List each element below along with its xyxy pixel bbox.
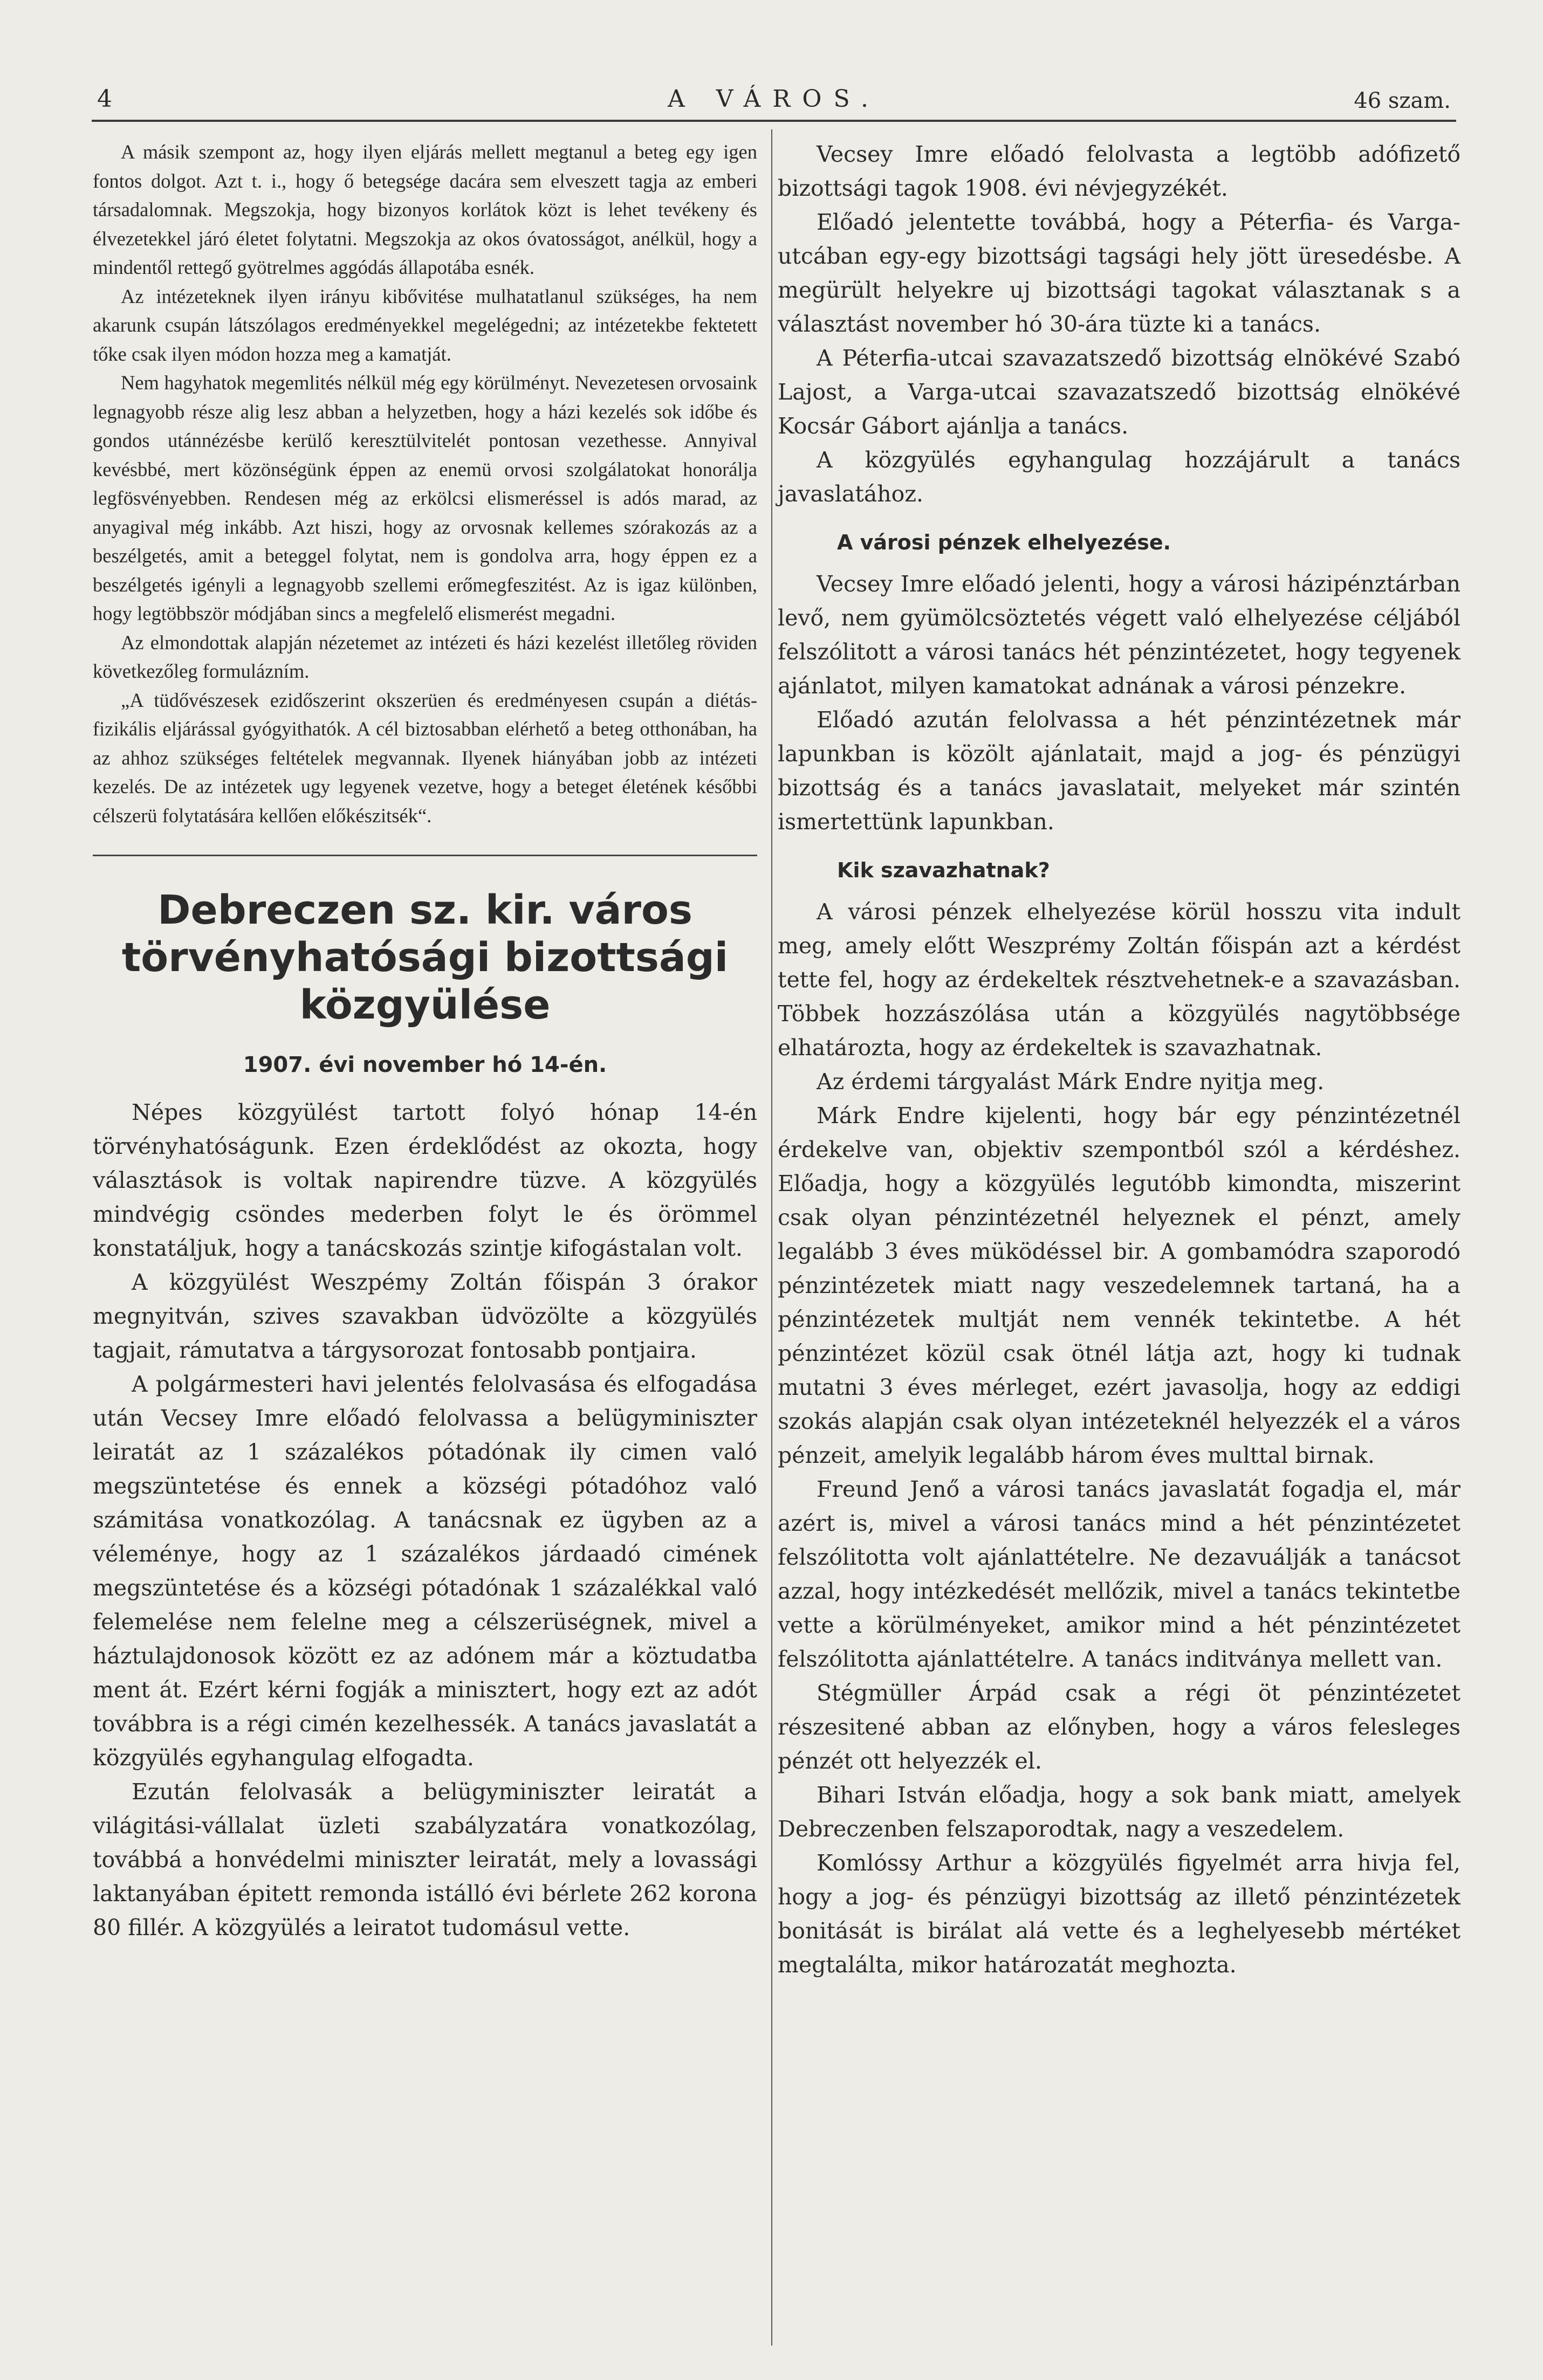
column-divider	[771, 129, 772, 2345]
article-title: Debreczen sz. kir. város törvényhatósági bizottsági közgyülése	[121, 887, 729, 1028]
paragraph: „A tüdővészesek ezidőszerint okszerüen és eredményesen csupán a diétás-fizikális eljárással gyógyithatók. A cél biztosabban elérhető a beteg otthonában, ha az ahhoz szükséges feltételek megvannak. Ilyenek hiányában jobb az intézeti kezelés. De az intézetek ugy legyenek vezetve, hogy a beteget életének későbbi célszerü folytatására kellően előkészitsék“.	[93, 689, 757, 827]
paragraph: Bihari István előadja, hogy a sok bank miatt, amelyek Debreczenben felszaporodtak, nagy a veszedelem.	[778, 1782, 1460, 1842]
paragraph: Az elmondottak alapján nézetemet az intézeti és házi kezelést illetőleg röviden következőleg formulázním.	[93, 631, 757, 682]
section-body	[778, 895, 1460, 1982]
paragraph: Márk Endre kijelenti, hogy bár egy pénzintézetnél érdekelve van, objektiv szempontból szól a kérdéshez. Előadja, hogy a közgyülés legutóbb kimondta, miszerint csak olyan pénzintézetnél helyeznek el pénzt, amely legalább 3 éves müködéssel bir. A gombamódra szaporodó pénzintézetek miatt nagy veszedelemnek tartaná, ha a pénzintézetek multját nem vennék tekintetbe. A hét pénzintézet közül csak ötnél látja azt, hogy ki tudnak mutatni 3 éves mérleget, ezért javasolja, hogy az eddigi szokás alapján csak olyan intézeteknél helyezzék el a város pénzeit, amelyik legalább három éves multtal birnak.	[778, 1103, 1460, 1468]
paragraph: A városi pénzek elhelyezése körül hosszu vita indult meg, amely előtt Weszprémy Zoltán főispán azt a kérdést tette fel, hogy az érdekeltek résztvehetnek-e a szavazásban. Többek hozzászólása után a közgyülés nagytöbbsége elhatározta, hogy az érdekeltek is szavazhatnak.	[778, 899, 1460, 1061]
paragraph: A Péterfia-utcai szavazatszedő bizottság elnökévé Szabó Lajost, a Varga-utcai szavazatszedő bizottság elnökévé Kocsár Gábort ajánlja a tanács.	[778, 345, 1460, 439]
page-header	[92, 85, 1456, 123]
right-column	[778, 137, 1460, 1982]
section-heading: A városi pénzek elhelyezése.	[837, 531, 1171, 554]
paragraph: A polgármesteri havi jelentés felolvasása és elfogadása után Vecsey Imre előadó felolvassa a belügyminiszter leiratát az 1 százalékos pótadónak ily cimen való megszüntetése és ennek a községi pótadóhoz való számitása vonatkozólag. A tanácsnak ez ügyben az a véleménye, hogy az 1 százalékos járdaadó cimének megszüntetése és a községi pótadónak 1 százalékkal való felemelése nem felelne meg a célszerüségnek, mivel a háztulajdonosok között ez az adónem már a köztudatba ment át. Ezért kérni fogják a minisztert, hogy ezt az adót továbbra is a régi cimén kezelhessék. A tanács javaslatát a közgyülés egyhangulag elfogadta.	[93, 1371, 757, 1771]
header-rule	[92, 120, 1456, 122]
newspaper-title: A VÁROS.	[667, 85, 881, 113]
paragraph: Az érdemi tárgyalást Márk Endre nyitja meg.	[817, 1069, 1325, 1095]
paragraph: Előadó jelentette továbbá, hogy a Péterfia- és Varga-utcában egy-egy bizottsági tagsági hely jött üresedésbe. A megürült helyekre uj bizottsági tagokat választanak s a választást november hó 30-ára tüzte ki a tanács.	[778, 209, 1460, 337]
section-heading: Kik szavazhatnak?	[837, 858, 1050, 882]
left-column	[93, 137, 757, 1945]
paragraph: Vecsey Imre előadó felolvasta a legtöbb adófizető bizottsági tagok 1908. évi névjegyzékét.	[778, 141, 1460, 201]
paragraph: Stégmüller Árpád csak a régi öt pénzintézetet részesitené abban az előnyben, hogy a város felesleges pénzét ott helyezzék el.	[778, 1680, 1460, 1774]
paragraph: Ezután felolvasák a belügyminiszter leiratát a világitási-vállalat üzleti szabályzatára vonatkozólag, továbbá a honvédelmi miniszter leiratát, mely a lovassági laktanyában épitett remonda istálló évi bérlete 262 korona 80 fillér. A közgyülés a leiratot tudomásul vette.	[93, 1779, 757, 1941]
paragraph: A másik szempont az, hogy ilyen eljárás mellett megtanul a beteg egy igen fontos dolgot. Azt t. i., hogy ő betegsége dacára sem elveszett tagja az emberi társadalomnak. Megszokja, hogy bizonyos korlátok közt is lehet tevékeny és élvezetekkel járó életet folytatni. Megszokja az okos óvatosságot, anélkül, hogy a mindentől rettegő gyötrelmes aggódás állapotába esnék.	[93, 141, 757, 278]
article-separator	[93, 855, 757, 856]
page-number: 4	[97, 85, 112, 113]
issue-number: 46 szam.	[1354, 88, 1451, 113]
article-continuation	[93, 137, 757, 830]
paragraph: Komlóssy Arthur a közgyülés figyelmét arra hivja fel, hogy a jog- és pénzügyi bizottság az illető pénzintézetek bonitását is birálat alá vette és a leghelyesebb mértéket megtalálta, mikor határozatát meghozta.	[778, 1850, 1460, 1978]
paragraph: Népes közgyülést tartott folyó hónap 14-én törvényhatóságunk. Ezen érdeklődést az okozta, hogy választások is voltak napirendre tüzve. A közgyülés mindvégig csöndes mederben folyt le és örömmel konstatáljuk, hogy a tanácskozás szintje kifogástalan volt.	[93, 1099, 757, 1261]
paragraph: Az intézeteknek ilyen irányu kibővitése mulhatatlanul szükséges, ha nem akarunk csupán látszólagos eredményekkel megelégedni; az intézetekbe fektetett tőke csak ilyen módon hozza meg a kamatját.	[93, 285, 757, 365]
paragraph: Előadó azután felolvassa a hét pénzintézetnek már lapunkban is közölt ajánlatait, majd a jog- és pénzügyi bizottság és a tanács javaslatait, melyeket már szintén ismertettünk lapunkban.	[778, 707, 1460, 835]
paragraph: A közgyülés egyhangulag hozzájárult a tanács javaslatához.	[778, 447, 1460, 507]
paragraph: Freund Jenő a városi tanács javaslatát fogadja el, már azért is, mivel a városi tanács mind a hét pénzintézetet felszólitotta volt ajánlattételre. Ne dezavuálják a tanácsot azzal, hogy intézkedését mellőzik, mivel a tanács tekintetbe vette a körülményeket, amikor mind a hét pénzintézetet felszólitotta ajánlattételre. A tanács inditványa mellett van.	[778, 1476, 1460, 1672]
article-body	[93, 1096, 757, 1945]
article-date: 1907. évi november hó 14-én.	[243, 1053, 607, 1077]
article-body-continued	[778, 137, 1460, 511]
paragraph: Nem hagyhatok megemlités nélkül még egy körülményt. Nevezetesen orvosaink legnagyobb része alig lesz abban a helyzetben, hogy a házi kezelés sok időbe és gondos utánnézésbe kerülő keresztülvitelét pontosan vezethesse. Annyival kevésbbé, mert közönségünk éppen az enemü orvosi szolgálatokat honorálja legfösvényebben. Rendesen még az erkölcsi elismeréssel is adós marad, az anyagival még inkább. Azt hiszi, hogy az orvosnak kellemes szórakozás az a beszélgetés, amit a beteggel folytat, nem is gondolva arra, hogy éppen ez a beszélgetés igényli a legnagyobb szellemi erőmegfeszitést. Az is igaz különben, hogy legtöbbször módjában sincs a megfelelő elismerést megadni.	[93, 372, 757, 624]
paragraph: A közgyülést Weszpémy Zoltán főispán 3 órakor megnyitván, szives szavakban üdvözölte a közgyülés tagjait, rámutatva a tárgysorozat fontosabb pontjaira.	[93, 1269, 757, 1363]
paragraph: Vecsey Imre előadó jelenti, hogy a városi házipénztárban levő, nem gyümölcsöztetés végett való elhelyezése céljából felszólitott a városi tanács hét pénzintézetet, hogy tegyenek ajánlatot, milyen kamatokat adnának a városi pénzekre.	[778, 571, 1460, 699]
section-body	[778, 567, 1460, 839]
